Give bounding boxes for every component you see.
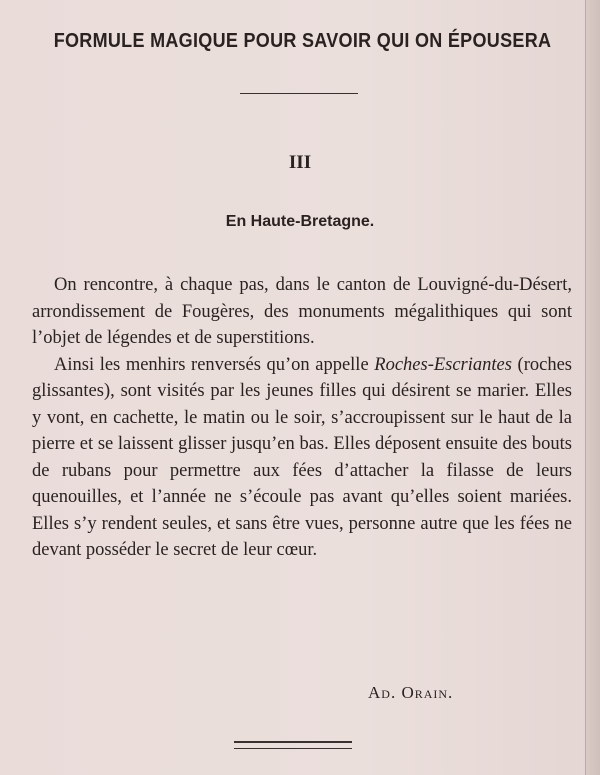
- paragraph-2-end: (roches glissantes), sont visités par les jeunes filles qui désirent se marier. Elles y vont, en cachette, le matin ou le soir, s’accroupissent sur le haut de la pierre et se laissent glisser jusqu’en bas. Elles déposent ensuite des bouts de rubans pour permettre aux fées d’attacher la filasse de leurs quenouilles, et l’année ne s’écoule pas avant qu’elles soient mariées. Elles s’y rendent seules, et sans être vues, personne autre que les fées ne devant posséder le secret de leur cœur.: [32, 354, 572, 560]
- italic-term: Roches-Escriantes: [374, 354, 512, 375]
- article-body: [32, 272, 572, 564]
- author-signature: [368, 683, 453, 703]
- section-number: III: [288, 152, 312, 173]
- title-divider: [240, 93, 358, 94]
- paragraph-2-start: Ainsi les menhirs renversés qu’on appelle: [54, 354, 375, 375]
- facing-page-edge: [585, 0, 600, 775]
- paragraph-2: [32, 352, 572, 564]
- article-title: FORMULE MAGIQUE POUR SAVOIR QUI ON ÉPOUSERA: [53, 28, 552, 52]
- section-subtitle: En Haute-Bretagne.: [225, 213, 375, 230]
- end-divider: [234, 741, 352, 749]
- author-name: Ad. Orain.: [368, 683, 454, 702]
- paragraph-1: On rencontre, à chaque pas, dans le canton de Louvigné-du-Désert, arrondissement de Fougères, des monuments mégalithiques qui sont l’objet de légendes et de superstitions.: [32, 275, 572, 348]
